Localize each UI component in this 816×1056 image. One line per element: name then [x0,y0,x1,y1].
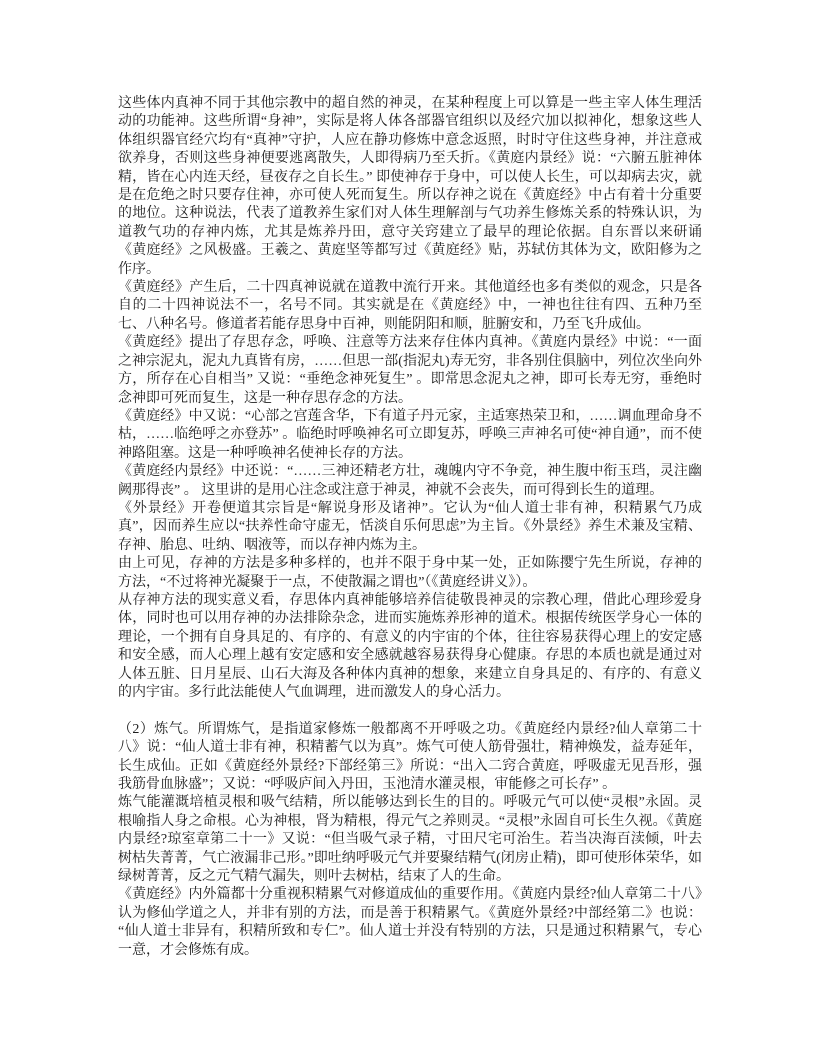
paragraph: 这些体内真神不同于其他宗教中的超自然的神灵，在某种程度上可以算是一些主宰人体生理活动的功能神。这些所谓“身神”，实际是将人体各部器官组织以及经穴加以拟神化，想象这些人体组织器官经穴均有“真神”守护，人应在静功修炼中意念返照，时时守住这些身神，并注意戒欲养身，否则这些身神便要逃离散失，人即得病乃至夭折。《黄庭内景经》说：“六腑五脏神体精，皆在心内连天经，昼夜存之自长生。” 即使神存于身中，可以使人长生，可以却病去灾，就是在危绝之时只要存住神，亦可使人死而复生。所以存神之说在《黄庭经》中占有着十分重要的地位。这种说法，代表了道教养生家们对人体生理解剖与气功养生修炼关系的特殊认识，为道教气功的存神内炼，尤其是炼养丹田，意守关窍建立了最早的理论依据。自东晋以来研诵《黄庭经》之风极盛。王羲之、黄庭坚等都写过《黄庭经》贴，苏轼仿其体为文，欧阳修为之作序。 [118,96,702,277]
paragraph: （2）炼气。所谓炼气，是指道家修炼一般都离不开呼吸之功。《黄庭经内景经?仙人章第二十八》说：“仙人道士非有神，积精蓄气以为真”。炼气可使人筋骨强壮，精神焕发，益寿延年，长生成仙。正如《黄庭经外景经?下部经第三》所说：“出入二窍合黄庭，呼吸虚无见吾形，强我筋骨血脉盛”；又说：“呼吸庐间入丹田，玉池清水灌灵根，审能修之可长存” 。 [118,721,702,793]
paragraph: 由上可见，存神的方法是多种多样的，也并不限于身中某一处，正如陈撄宁先生所说，存神的方法，“不过将神光凝聚于一点，不使散漏之谓也”（《黄庭经讲义》）。 [118,556,702,590]
paragraph: 《黄庭经内景经》中还说：“……三神还精老方壮，魂魄内守不争竞，神生腹中衔玉珰，灵注幽阙那得丧” 。 这里讲的是用心注念或注意于神灵，神就不会丧失，而可得到长生的道理。 [118,464,702,498]
paragraph: 炼气能灌溉培植灵根和吸气结精，所以能够达到长生的目的。呼吸元气可以使“灵根”永固。灵根喻指人身之命根。心为神根，肾为精根，得元气之养则灵。“灵根”永固自可长生久视。《黄庭内景经?琼室章第二十一》又说：“但当吸气录子精，寸田尺宅可治生。若当决海百渎倾，叶去树枯失菁菁，气亡液漏非己形。”即吐纳呼吸元气并要聚结精气(闭房止精)，即可使形体荣华，如绿树菁菁，反之元气精气漏失，则叶去树枯，结束了人的生命。 [118,795,702,885]
paragraph: 《黄庭经》产生后，二十四真神说就在道教中流行开来。其他道经也多有类似的观念，只是各自的二十四神说法不一，名号不同。其实就是在《黄庭经》中，一神也往往有四、五种乃至七、八种名号。修道者若能存思身中百神，则能阴阳和顺，脏腑安和，乃至飞升成仙。 [118,280,702,332]
paragraph: 《黄庭经》内外篇都十分重视积精累气对修道成仙的重要作用。《黄庭内景经?仙人章第二十八》认为修仙学道之人，并非有别的方法，而是善于积精累气。《黄庭外景经?中部经第二》也说：“仙人道士非异有，积精所致和专仁”。仙人道士并没有特别的方法，只是通过积精累气，专心一意，才会修炼有成。 [118,887,702,958]
paragraph: 《黄庭经》中又说：“心部之宫莲含华，下有道子丹元家，主适寒热荣卫和，……调血理命身不枯，……临绝呼之亦登苏” 。临绝时呼唤神名可立即复苏，呼唤三声神名可使“神自通”，而不使神路阻塞。这是一种呼唤神名使神长存的方法。 [118,408,702,461]
document-body [118,95,702,960]
paragraph: 从存神方法的现实意义看，存思体内真神能够培养信徒敬畏神灵的宗教心理，借此心理珍爱身体，同时也可以用存神的办法排除杂念，进而实施炼养形神的道术。根据传统医学身心一体的理论，一个拥有自身具足的、有序的、有意义的内宇宙的个体，往往容易获得心理上的安定感和安全感，而人心理上越有安定感和安全感就越容易获得身心健康。存思的本质也就是通过对人体五脏、日月星辰、山石大海及各种体内真神的想象，来建立自身具足的、有序的、有意义的内宇宙。多行此法能使人气血调理，进而激发人的身心活力。 [118,592,702,700]
paragraph: 《黄庭经》提出了存思存念，呼唤、注意等方法来存住体内真神。《黄庭内景经》中说：“一面之神宗泥丸，泥丸九真皆有房，……但思一部(指泥丸)寿无穷，非各别住俱脑中，列位次坐向外方，所存在心自相当” 又说：“垂绝念神死复生” 。即常思念泥丸之神，即可长寿无穷，垂绝时念神即可死而复生，这是一种存思存念的方法。 [118,335,702,406]
paragraph: 《外景经》开卷便道其宗旨是“解说身形及诸神”。它认为“仙人道士非有神，积精累气乃成真”，因而养生应以“扶养性命守虚无，恬淡自乐何思虑”为主旨。《外景经》养生术兼及宝精、存神、胎息、吐纳、咽液等，而以存神内炼为主。 [118,500,702,553]
